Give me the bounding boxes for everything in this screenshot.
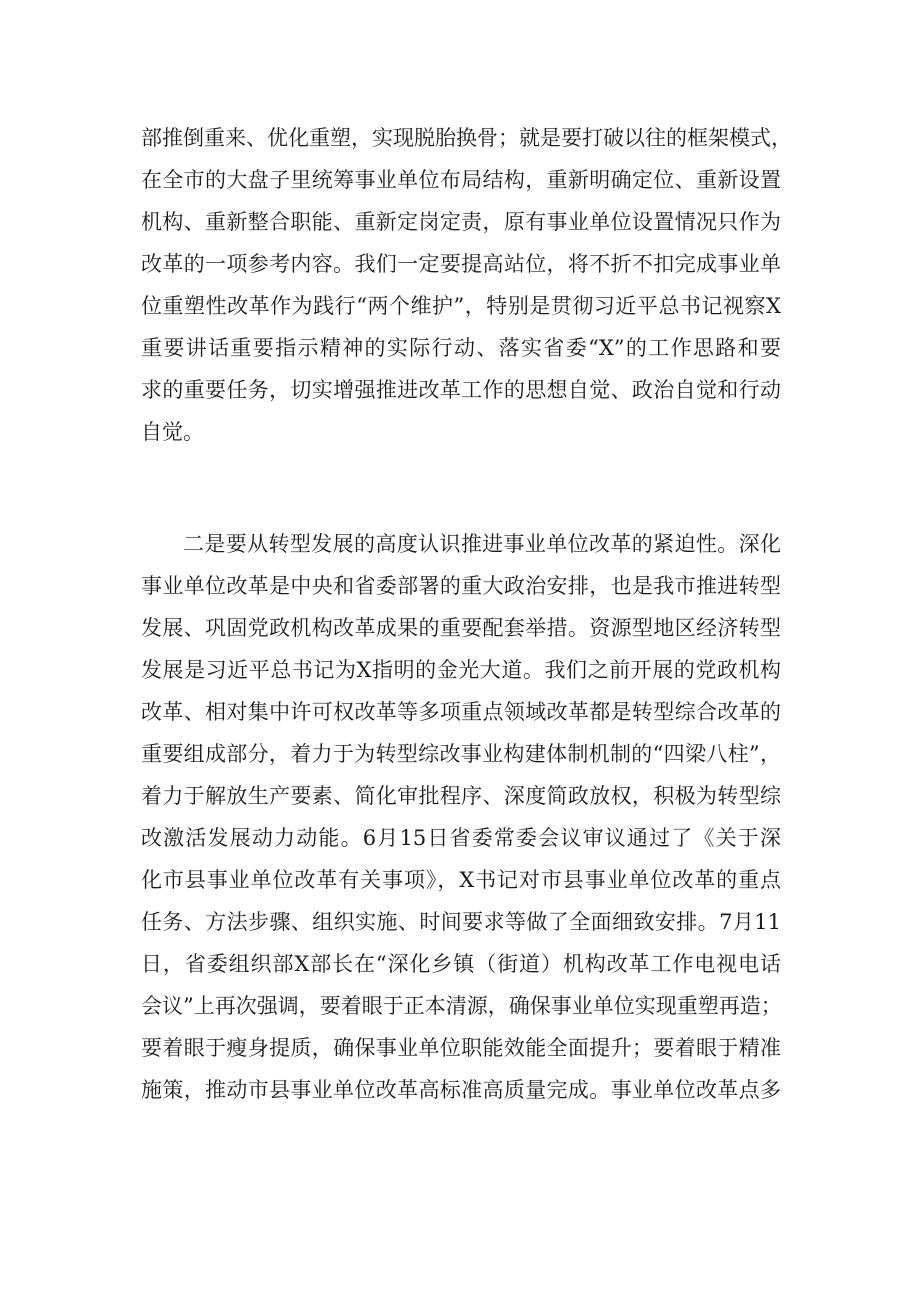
text-line: 重要组成部分，着力于为转型综改事业构建体制机制的“四梁八柱”， bbox=[141, 742, 781, 766]
text-line: 求的重要任务，切实增强推进改革工作的思想自觉、政治自觉和行动 bbox=[141, 378, 781, 402]
text-line: 自觉。 bbox=[141, 420, 204, 444]
text-line: 化市县事业单位改革有关事项》，X书记对市县事业单位改革的重点 bbox=[141, 868, 781, 892]
text-line: 机构、重新整合职能、重新定岗定责，原有事业单位设置情况只作为 bbox=[141, 210, 781, 234]
text-line: 日，省委组织部X部长在“深化乡镇（街道）机构改革工作电视电话 bbox=[141, 952, 781, 976]
paragraph-1 bbox=[141, 117, 792, 453]
paragraph-2 bbox=[141, 523, 781, 1111]
text-line: 在全市的大盘子里统筹事业单位布局结构，重新明确定位、重新设置 bbox=[141, 168, 781, 192]
text-line: 重要讲话重要指示精神的实际行动、落实省委“X”的工作思路和要 bbox=[141, 336, 781, 360]
text-line: 着力于解放生产要素、简化审批程序、深度简政放权，积极为转型综 bbox=[141, 784, 781, 808]
text-line: 会议”上再次强调，要着眼于正本清源，确保事业单位实现重塑再造； bbox=[141, 994, 782, 1018]
text-line: 发展、巩固党政机构改革成果的重要配套举措。资源型地区经济转型 bbox=[141, 616, 781, 640]
text-line: 改革的一项参考内容。我们一定要提高站位，将不折不扣完成事业单 bbox=[141, 252, 781, 276]
text-line: 位重塑性改革作为践行“两个维护”，特别是贯彻习近平总书记视察X bbox=[141, 294, 781, 318]
text-line: 部推倒重来、优化重塑，实现脱胎换骨；就是要打破以往的框架模式， bbox=[141, 126, 792, 150]
text-line: 发展是习近平总书记为X指明的金光大道。我们之前开展的党政机构 bbox=[141, 658, 781, 682]
text-line: 任务、方法步骤、组织实施、时间要求等做了全面细致安排。7月11 bbox=[141, 910, 781, 934]
text-line: 改革、相对集中许可权改革等多项重点领域改革都是转型综合改革的 bbox=[141, 700, 781, 724]
text-line: 事业单位改革是中央和省委部署的重大政治安排，也是我市推进转型 bbox=[141, 574, 781, 598]
text-line: 施策，推动市县事业单位改革高标准高质量完成。事业单位改革点多 bbox=[141, 1078, 781, 1102]
text-line: 二是要从转型发展的高度认识推进事业单位改革的紧迫性。深化 bbox=[183, 532, 781, 556]
text-line: 要着眼于瘦身提质，确保事业单位职能效能全面提升；要着眼于精准 bbox=[141, 1036, 781, 1060]
text-line: 改激活发展动力动能。6月15日省委常委会议审议通过了《关于深 bbox=[141, 826, 781, 850]
